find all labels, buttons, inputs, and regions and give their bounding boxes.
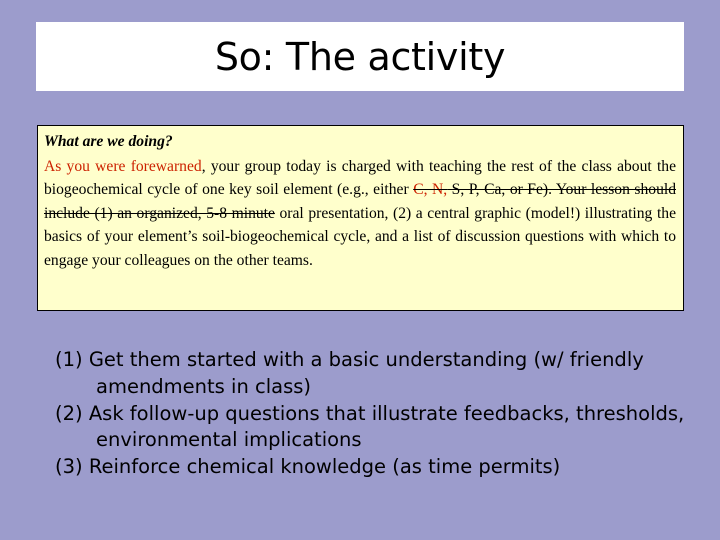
title-box (36, 22, 684, 91)
goal-item-3: (3) Reinforce chemical knowledge (as time permits) (55, 455, 561, 479)
activity-body-part2: oral presentation, (2) a central graphic (model!) illustrating the basics of your element’s soil-biogeochemical cycle, and a list of discussion questions with which to engage your colleagues on the other teams. (44, 204, 676, 269)
forewarned-text: As you were forewarned (44, 158, 202, 175)
slide-title: So: The activity (214, 34, 506, 79)
activity-description-box (37, 125, 684, 311)
goal-item-2: (2) Ask follow-up questions that illustrate feedbacks, thresholds, environmental implications (55, 401, 685, 452)
struck-text: S, P, Ca, or Fe). Your lesson should include (1) an organized, 5-8 minute (44, 181, 676, 222)
activity-body-part1: , your group today is charged with teaching the rest of the class about the biogeochemical cycle of one key soil element (e.g., either (44, 158, 676, 199)
activity-body (44, 155, 676, 272)
goal-item-1: (1) Get them started with a basic understanding (w/ friendly amendments in class) (55, 348, 644, 398)
element-highlight: C, N, (413, 181, 448, 199)
goals-list (55, 347, 695, 481)
activity-heading: What are we doing? (44, 133, 173, 150)
